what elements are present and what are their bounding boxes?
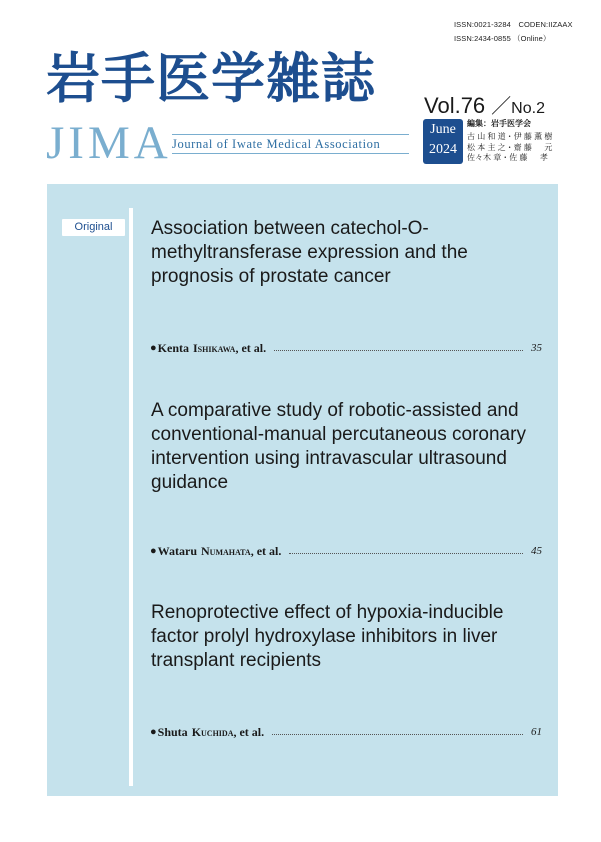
issn-print: ISSN:0021-3284 CODEN:IIZAAX: [454, 20, 573, 29]
author-first-name: Wataru: [157, 543, 197, 558]
editor-line: 松 本 主 之・齋 藤 元: [467, 142, 553, 152]
category-tag: Original: [62, 219, 125, 236]
article-author-row: [150, 724, 542, 740]
editor-line: 佐々木 章・佐 藤 孝: [467, 153, 548, 162]
page-number: 45: [531, 545, 542, 557]
article-title[interactable]: Association between catechol-O-methyltransferase expression and the prognosis of prostate cancer: [151, 218, 468, 287]
volume-separator: ／: [491, 96, 512, 118]
issue-month: June: [430, 122, 456, 137]
issue-number: No.2: [511, 100, 545, 117]
journal-name-rule-top: [172, 134, 409, 135]
editor-list: [467, 132, 552, 164]
leader-dots: [289, 553, 523, 554]
issue-year: 2024: [429, 142, 457, 157]
author-et-al: , et al.: [250, 543, 282, 558]
author-et-al: , et al.: [235, 340, 267, 355]
author-first-name: Kenta: [157, 340, 189, 355]
author-first-name: Shuta: [157, 724, 188, 739]
author-last-name: Ishikawa: [193, 340, 236, 355]
editor-label: 編集：岩手医学会: [467, 119, 531, 128]
toc-divider: [129, 208, 133, 786]
article-author-row: [150, 340, 542, 356]
page-number: 35: [531, 342, 542, 354]
page-number: 61: [531, 726, 542, 738]
leader-dots: [272, 734, 523, 735]
article-title[interactable]: Renoprotective effect of hypoxia-inducible factor prolyl hydroxylase inhibitors in liver transplant recipients: [151, 602, 504, 671]
volume-number: [424, 90, 545, 119]
leader-dots: [274, 350, 523, 351]
issn-online: ISSN:2434-0855 （Online）: [454, 34, 551, 43]
article-author-row: [150, 543, 542, 559]
issue-date-badge: [423, 119, 463, 164]
bullet-icon: ●: [150, 726, 157, 738]
journal-name-english: Journal of Iwate Medical Association: [172, 137, 381, 151]
journal-name-rule-bottom: [172, 153, 409, 154]
volume-label: Vol.76: [424, 93, 486, 118]
article-title[interactable]: A comparative study of robotic-assisted and conventional-manual percutaneous coronary intervention using intravascular ultrasound guidance: [151, 400, 526, 493]
journal-title-japanese: 岩手医学雑誌: [46, 47, 376, 110]
author-last-name: Kuchida: [191, 724, 234, 739]
author-et-al: , et al.: [233, 724, 265, 739]
journal-abbreviation: JIMA: [46, 117, 172, 169]
bullet-icon: ●: [150, 342, 157, 354]
editor-line: 古 山 和 道・伊 藤 薫 樹: [467, 132, 553, 141]
author-last-name: Numahata: [201, 543, 251, 558]
bullet-icon: ●: [150, 545, 157, 557]
